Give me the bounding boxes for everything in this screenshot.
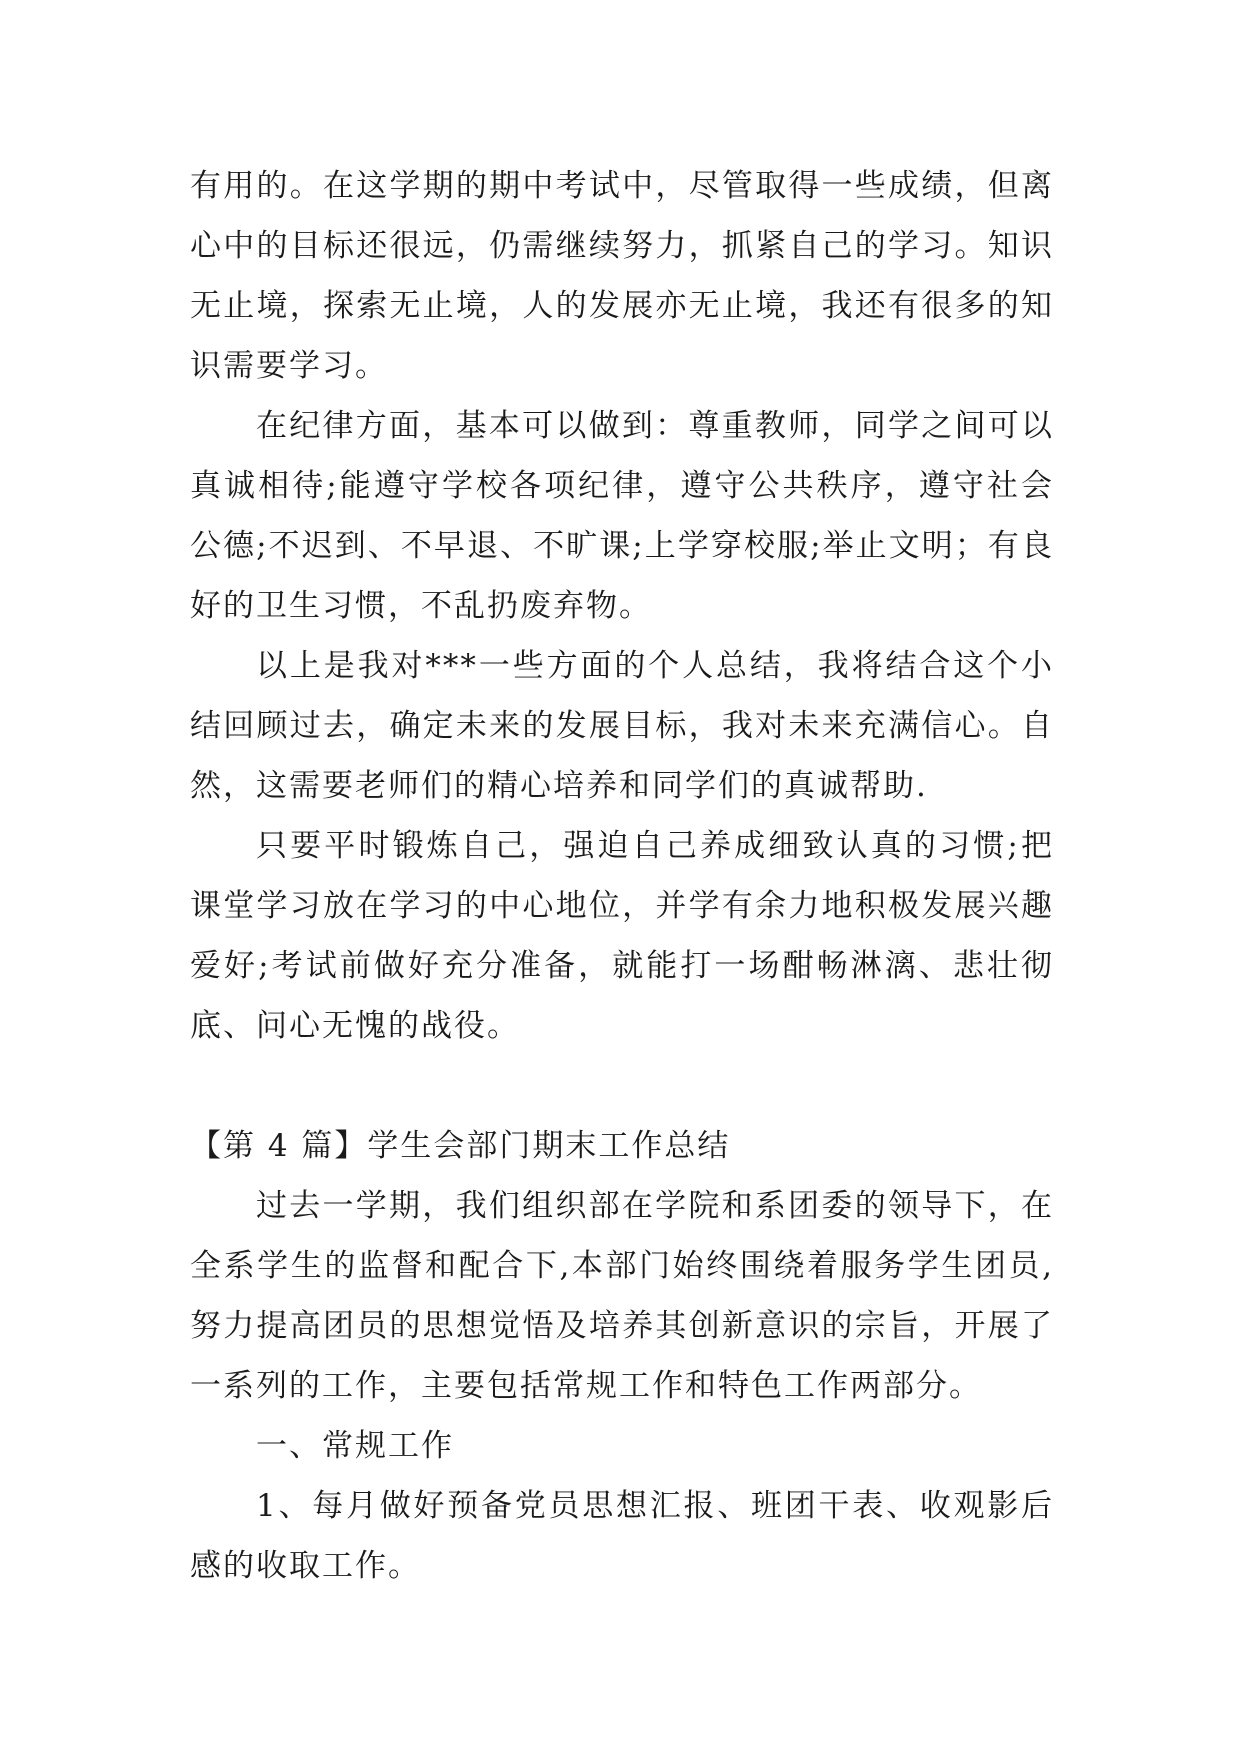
paragraph-personal-summary: 以上是我对***一些方面的个人总结，我将结合这个小结回顾过去，确定未来的发展目标，我对未来充满信心。自然，这需要老师们的精心培养和同学们的真诚帮助. bbox=[190, 648, 1054, 804]
heading-routine-work: 一、常规工作 bbox=[256, 1428, 454, 1464]
document-body bbox=[190, 156, 1054, 1596]
paragraph-study-summary: 有用的。在这学期的期中考试中，尽管取得一些成绩，但离心中的目标还很远，仍需继续努力，抓紧自己的学习。知识无止境，探索无止境，人的发展亦无止境，我还有很多的知识需要学习。 bbox=[190, 168, 1054, 384]
paragraph-habits: 只要平时锻炼自己，强迫自己养成细致认真的习惯;把课堂学习放在学习的中心地位，并学有余力地积极发展兴趣爱好;考试前做好充分准备，就能打一场酣畅淋漓、悲壮彻底、问心无愧的战役。 bbox=[190, 828, 1054, 1044]
paragraph-discipline: 在纪律方面，基本可以做到：尊重教师，同学之间可以真诚相待;能遵守学校各项纪律，遵守公共秩序，遵守社会公德;不迟到、不早退、不旷课;上学穿校服;举止文明；有良好的卫生习惯，不乱扔废弃物。 bbox=[190, 408, 1054, 624]
section-title: 【第 4 篇】学生会部门期末工作总结 bbox=[190, 1128, 731, 1164]
paragraph-routine-item-1: 1、每月做好预备党员思想汇报、班团干表、收观影后感的收取工作。 bbox=[190, 1488, 1054, 1584]
paragraph-work-overview: 过去一学期，我们组织部在学院和系团委的领导下，在全系学生的监督和配合下,本部门始终围绕着服务学生团员,努力提高团员的思想觉悟及培养其创新意识的宗旨，开展了一系列的工作，主要包括常规工作和特色工作两部分。 bbox=[190, 1188, 1054, 1404]
